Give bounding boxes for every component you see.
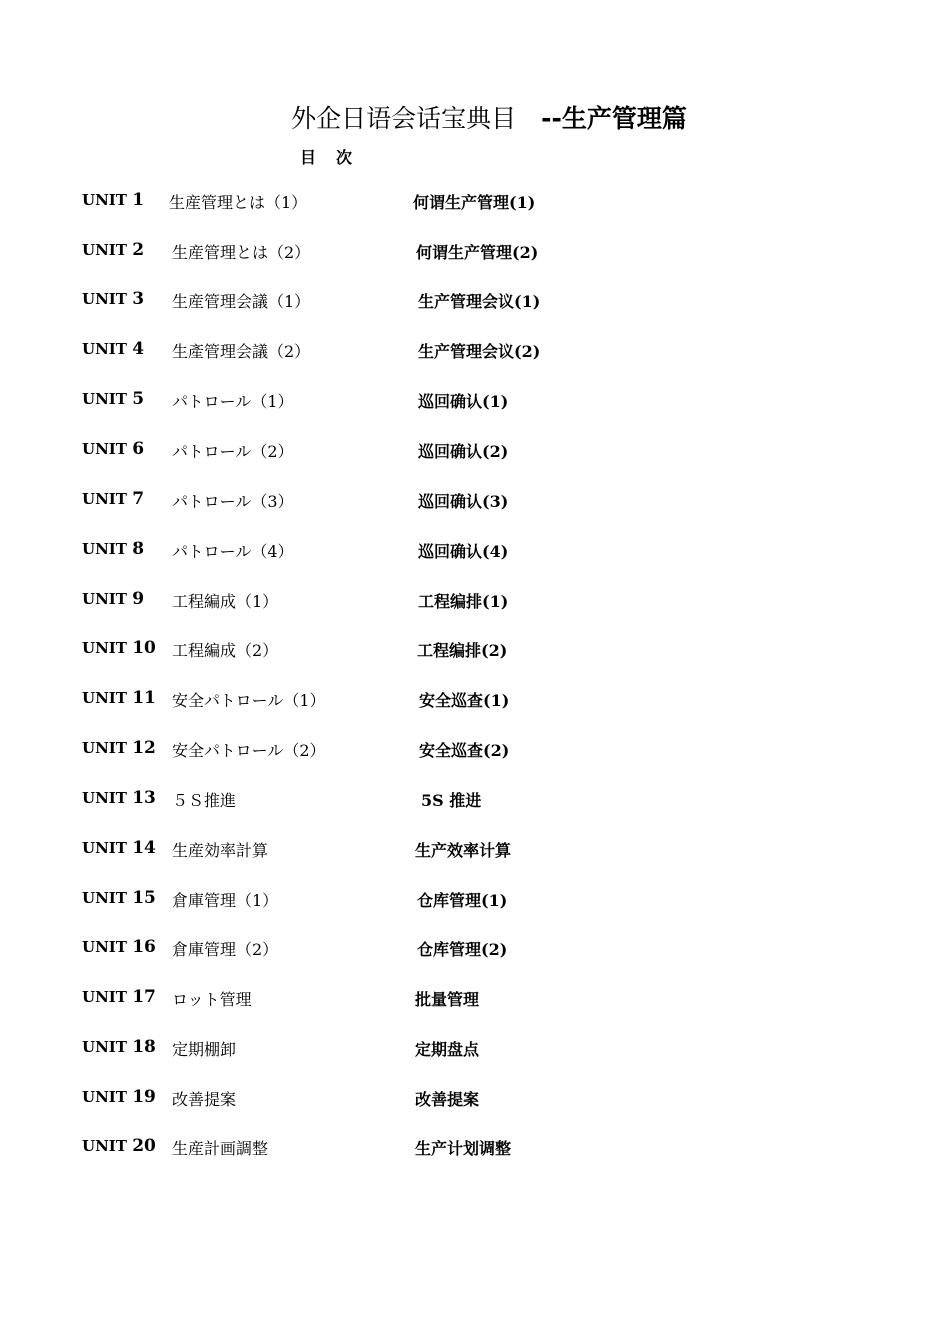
toc-entry: [82, 389, 882, 419]
toc-entry: [82, 240, 882, 270]
toc-entry: [82, 190, 882, 220]
unit-number: UNIT 17: [82, 987, 156, 1007]
japanese-title: 工程編成（1）: [172, 592, 279, 611]
japanese-title: 倉庫管理（2）: [172, 940, 279, 959]
unit-number: UNIT 3: [82, 289, 145, 309]
toc-entry: [82, 738, 882, 768]
title-suffix: --生产管理篇: [541, 104, 687, 133]
chinese-title: 巡回确认(2): [418, 442, 509, 461]
japanese-title: 工程編成（2）: [172, 641, 279, 660]
japanese-title: 生産計画調整: [172, 1139, 269, 1158]
unit-number: UNIT 6: [82, 439, 145, 459]
japanese-title: 定期棚卸: [172, 1040, 237, 1059]
toc-entry: [82, 788, 882, 818]
japanese-title: 生產管理会議（2）: [172, 342, 311, 361]
unit-number: UNIT 11: [82, 688, 156, 708]
japanese-title: ロット管理: [172, 990, 252, 1009]
unit-number: UNIT 13: [82, 788, 156, 808]
chinese-title: 仓库管理(2): [417, 940, 508, 959]
chinese-title: 生产管理会议(1): [418, 292, 541, 311]
unit-number: UNIT 16: [82, 937, 156, 957]
japanese-title: 生産効率計算: [172, 841, 269, 860]
japanese-title: 生産管理とは（1）: [169, 193, 308, 212]
toc-entry: [82, 489, 882, 519]
toc-entry: [82, 289, 882, 319]
japanese-title: 改善提案: [172, 1090, 237, 1109]
unit-number: UNIT 2: [82, 240, 145, 260]
chinese-title: 巡回确认(1): [418, 392, 509, 411]
chinese-title: 仓库管理(1): [417, 891, 508, 910]
unit-number: UNIT 12: [82, 738, 156, 758]
japanese-title: パトロール（3）: [172, 492, 294, 511]
toc-heading: 目 次: [300, 148, 355, 167]
toc-entry: [82, 1087, 882, 1117]
chinese-title: 生产管理会议(2): [418, 342, 541, 361]
chinese-title: 生产计划调整: [415, 1139, 512, 1158]
japanese-title: 倉庫管理（1）: [172, 891, 279, 910]
page-title: [0, 99, 950, 135]
chinese-title: 安全巡查(2): [419, 741, 510, 760]
toc-entry: [82, 539, 882, 569]
japanese-title: パトロール（1）: [172, 392, 294, 411]
unit-number: UNIT 7: [82, 489, 145, 509]
japanese-title: 生産管理会議（1）: [172, 292, 311, 311]
toc-entry: [82, 888, 882, 918]
unit-number: UNIT 14: [82, 838, 156, 858]
chinese-title: 5S 推进: [421, 791, 482, 810]
toc-entry: [82, 987, 882, 1017]
toc-entry: [82, 589, 882, 619]
chinese-title: 工程编排(2): [417, 641, 508, 660]
japanese-title: 安全パトロール（1）: [172, 691, 326, 710]
toc-entry: [82, 439, 882, 469]
unit-number: UNIT 10: [82, 638, 156, 658]
chinese-title: 何谓生产管理(2): [416, 243, 539, 262]
chinese-title: 生产效率计算: [415, 841, 512, 860]
toc-entry: [82, 638, 882, 668]
chinese-title: 巡回确认(3): [418, 492, 509, 511]
chinese-title: 安全巡查(1): [419, 691, 510, 710]
japanese-title: 安全パトロール（2）: [172, 741, 326, 760]
unit-number: UNIT 19: [82, 1087, 156, 1107]
chinese-title: 改善提案: [415, 1090, 480, 1109]
unit-number: UNIT 15: [82, 888, 156, 908]
toc-entry: [82, 688, 882, 718]
unit-number: UNIT 18: [82, 1037, 156, 1057]
unit-number: UNIT 9: [82, 589, 145, 609]
unit-number: UNIT 1: [82, 190, 145, 210]
unit-number: UNIT 4: [82, 339, 145, 359]
chinese-title: 定期盘点: [415, 1040, 480, 1059]
japanese-title: ５Ｓ推進: [172, 791, 237, 810]
japanese-title: パトロール（2）: [172, 442, 294, 461]
japanese-title: パトロール（4）: [172, 542, 294, 561]
unit-number: UNIT 5: [82, 389, 145, 409]
title-main: 外企日语会话宝典目: [291, 104, 517, 133]
chinese-title: 批量管理: [415, 990, 480, 1009]
toc-entry: [82, 1136, 882, 1166]
toc-entry: [82, 339, 882, 369]
toc-entry: [82, 838, 882, 868]
chinese-title: 工程编排(1): [418, 592, 509, 611]
japanese-title: 生産管理とは（2）: [172, 243, 311, 262]
unit-number: UNIT 8: [82, 539, 145, 559]
chinese-title: 何谓生产管理(1): [413, 193, 536, 212]
unit-number: UNIT 20: [82, 1136, 156, 1156]
toc-entry: [82, 1037, 882, 1067]
toc-entry: [82, 937, 882, 967]
chinese-title: 巡回确认(4): [418, 542, 509, 561]
